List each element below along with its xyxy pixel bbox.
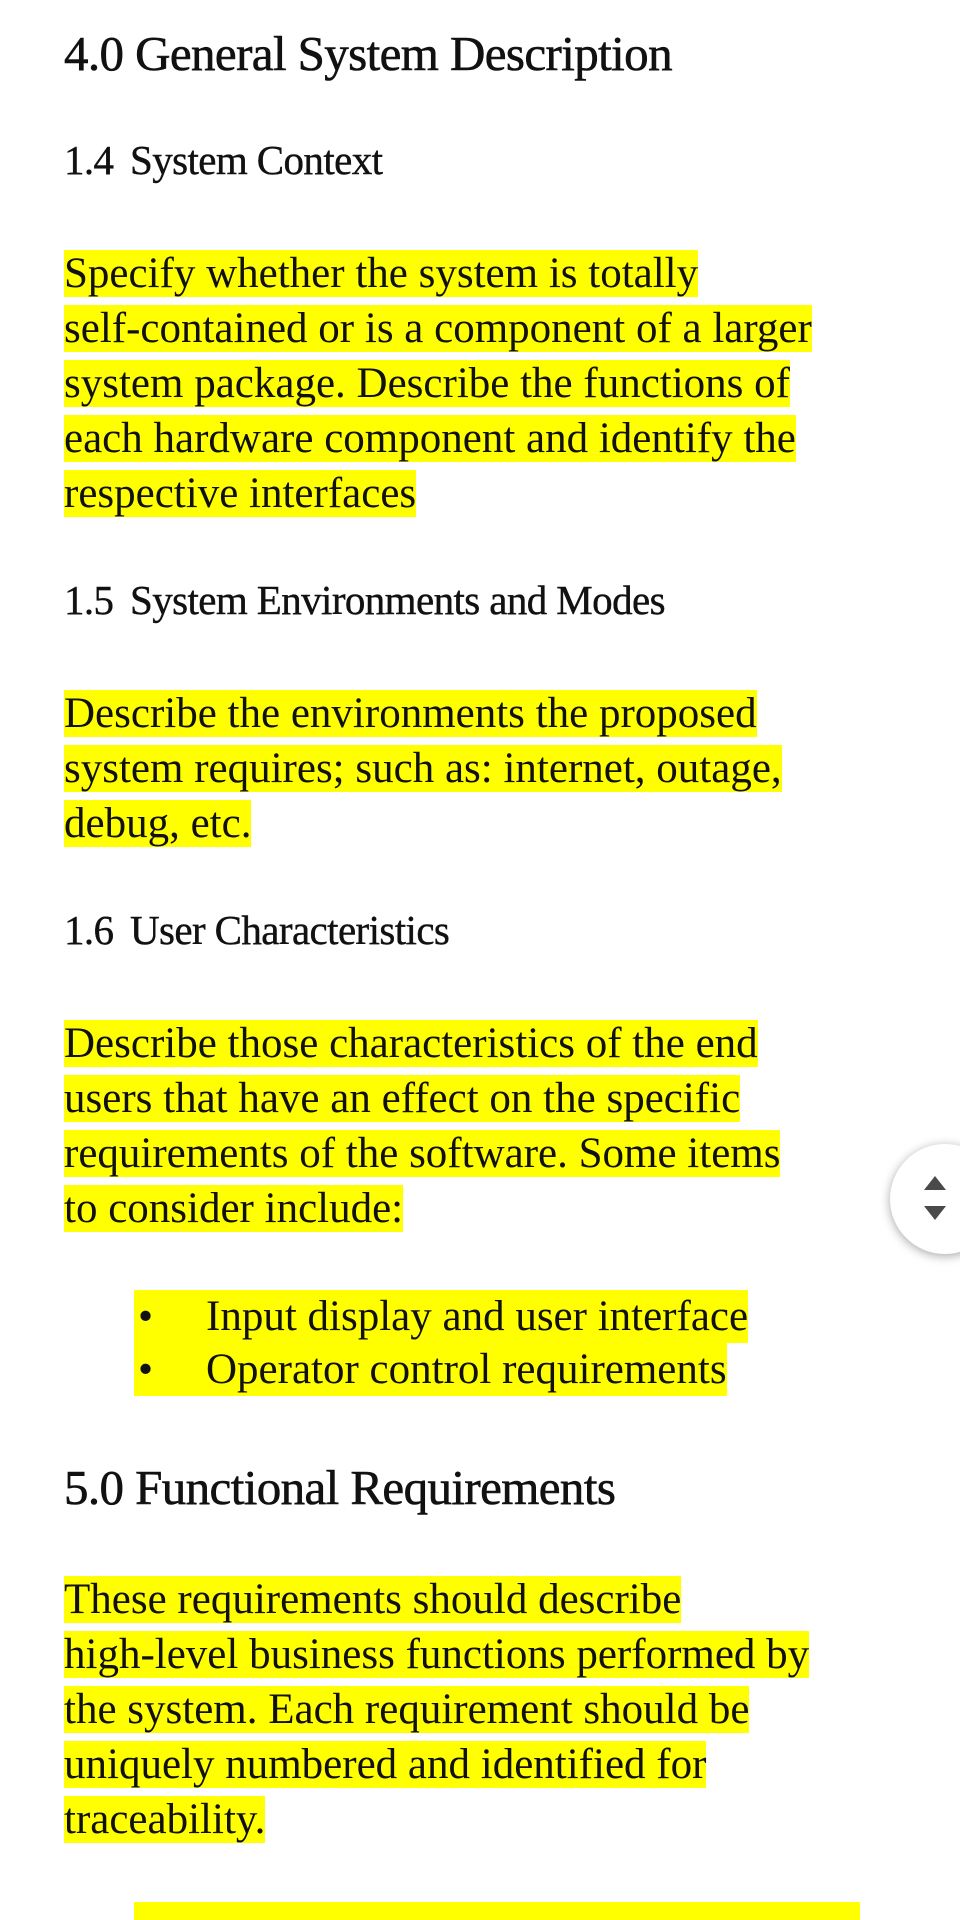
body-line: debug, etc.: [64, 800, 252, 847]
body-line: uniquely numbered and identified for: [64, 1741, 707, 1788]
body-line: traceability.: [64, 1796, 266, 1843]
body-line: Describe those characteristics of the end: [64, 1020, 758, 1067]
section-5-heading: 5.0 Functional Requirements: [64, 1460, 616, 1515]
section-1-5-title: System Environments and Modes: [130, 577, 665, 623]
body-line: requirements of the software. Some items: [64, 1130, 781, 1177]
body-line: each hardware component and identify the: [64, 415, 796, 462]
section-1-6-title: User Characteristics: [130, 907, 450, 953]
section-1-5-heading: [64, 574, 665, 626]
section-1-4-title: System Context: [130, 137, 383, 183]
section-1-6-bullet-list: [134, 1290, 748, 1396]
section-5-body: [64, 1572, 924, 1847]
list-item-text: Input display and user interface: [206, 1293, 749, 1340]
bullet-glyph: •: [138, 1346, 154, 1393]
section-1-5-body: [64, 686, 924, 851]
section-1-4-number: 1.4: [64, 137, 114, 183]
next-bullet-partial: [134, 1902, 860, 1920]
up-down-arrows-icon: [922, 1172, 948, 1224]
section-4-heading: 4.0 General System Description: [64, 26, 672, 81]
body-line: respective interfaces: [64, 470, 417, 517]
body-line: the system. Each requirement should be: [64, 1686, 750, 1733]
section-1-6-heading: [64, 904, 449, 956]
body-line: system requires; such as: internet, outage,: [64, 745, 782, 792]
list-item: [134, 1343, 727, 1396]
body-line: high-level business functions performed by: [64, 1631, 810, 1678]
body-line: users that have an effect on the specific: [64, 1075, 741, 1122]
body-line: to consider include:: [64, 1185, 404, 1232]
list-item-text: Operator control requirements: [206, 1346, 727, 1393]
section-1-6-number: 1.6: [64, 907, 114, 953]
section-1-6-body: [64, 1016, 924, 1236]
bullet-glyph: •: [138, 1293, 154, 1340]
body-line: self-contained or is a component of a larger: [64, 305, 812, 352]
section-1-4-body: [64, 246, 924, 521]
list-item: [134, 1290, 748, 1343]
body-line: system package. Describe the functions of: [64, 360, 790, 407]
body-line: Describe the environments the proposed: [64, 690, 757, 737]
body-line: These requirements should describe: [64, 1576, 682, 1623]
section-1-5-number: 1.5: [64, 577, 114, 623]
section-1-4-heading: [64, 134, 382, 186]
body-line: Specify whether the system is totally: [64, 250, 699, 297]
